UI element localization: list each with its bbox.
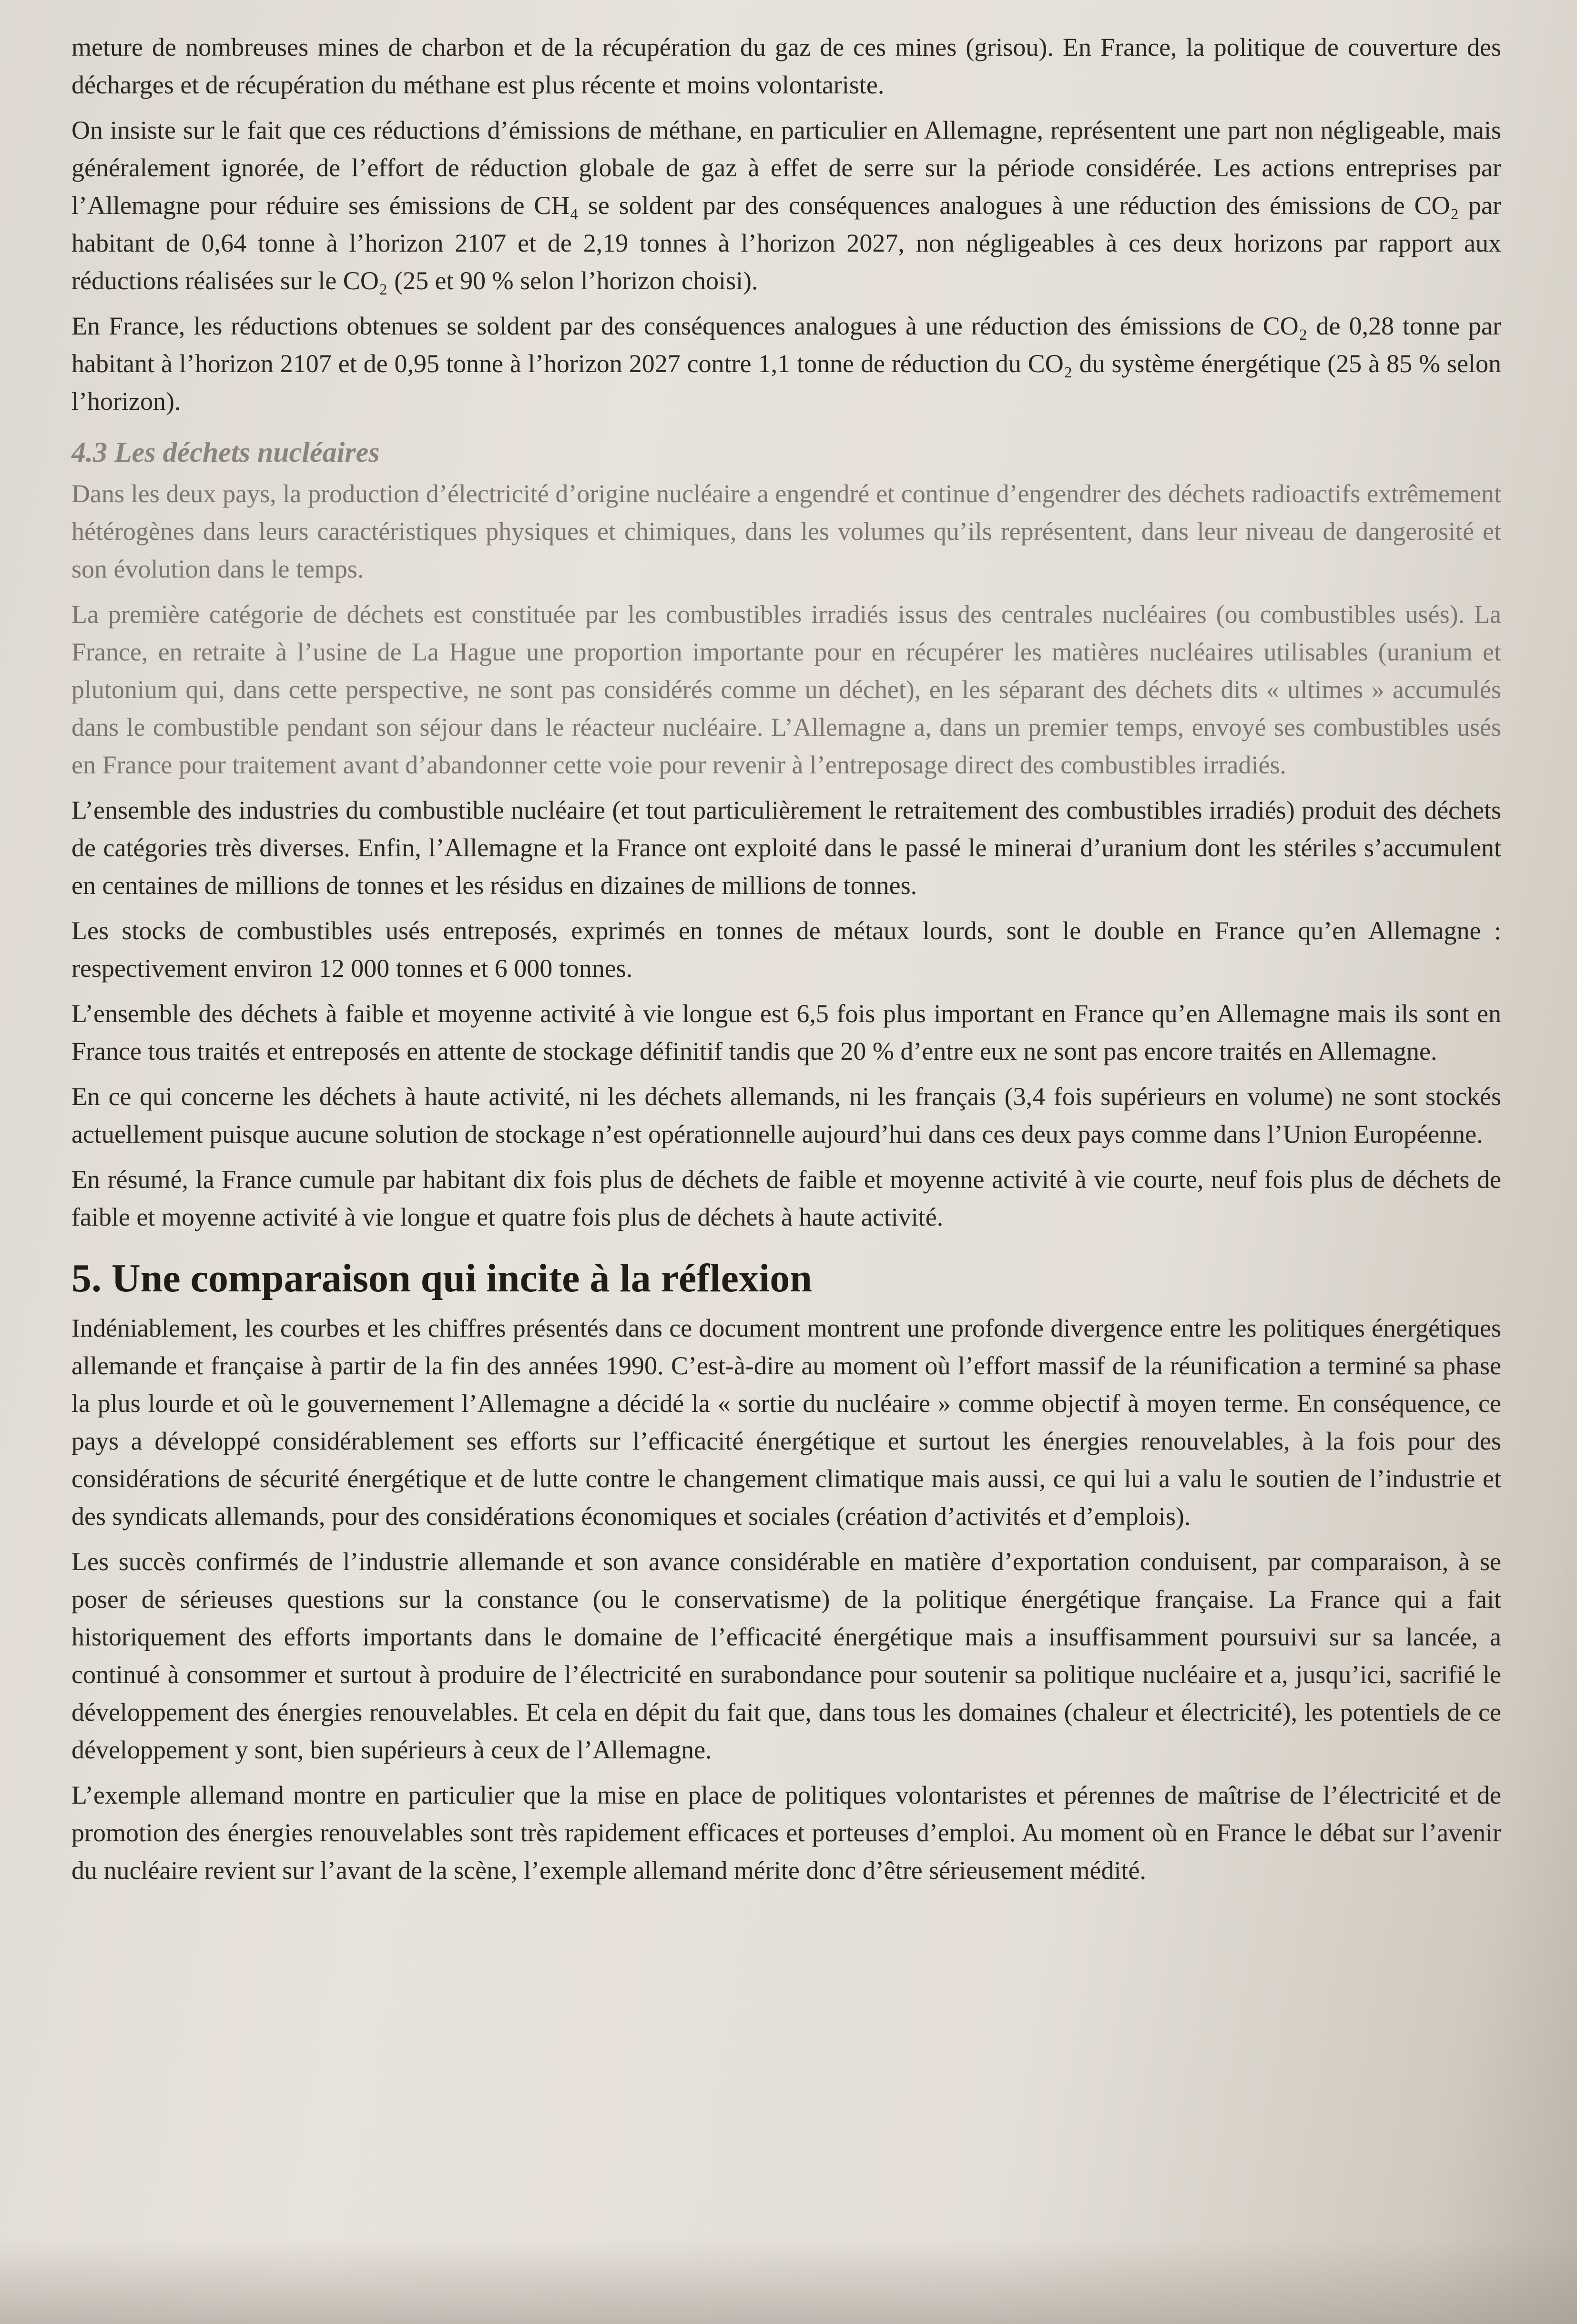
paragraph-long-life-waste: L’ensemble des déchets à faible et moyenne activité à vie longue est 6,5 fois plus important en France qu’en Allemagne mais ils sont en France tous traités et entreposés en attente de stockage définitif tandis que 20 % d’entre eux ne sont pas encore traités en Allemagne. (71, 999, 1501, 1066)
paragraph-spent-fuel: La première catégorie de déchets est constituée par les combustibles irradiés issus des centrales nucléaires (ou combustibles usés). La France, en retraite à l’usine de La Hague une proportion importante pour en récupérer les matières nucléaires utilisables (uranium et plutonium qui, dans cette perspective, ne sont pas considérés comme un déchet), en les séparant des déchets dits « ultimes » accumulés dans le combustible pendant son séjour dans le réacteur nucléaire. L’Allemagne a, dans un premier temps, envoyé ses combustibles usés en France pour traitement avant d’abandonner cette voie pour revenir à l’entreposage direct des combustibles irradiés. (71, 600, 1501, 779)
paragraph-continued: meture de nombreuses mines de charbon et de la récupération du gaz de ces mines (grisou). En France, la politique de couverture des décharges et de récupération du méthane est plus récente et moins volontariste. (71, 33, 1501, 99)
paragraph-fuel-industries: L’ensemble des industries du combustible nucléaire (et tout particulièrement le retraitement des combustibles irradiés) produit des déchets de catégories très diverses. Enfin, l’Allemagne et la France ont exploité dans le passé le minerai d’uranium dont les stériles s’accumulent en centaines de millions de tonnes et les résidus en dizaines de millions de tonnes. (71, 796, 1501, 900)
paragraph-nuclear-waste-intro: Dans les deux pays, la production d’électricité d’origine nucléaire a engendré et continue d’engendrer des déchets radioactifs extrêmement hétérogènes dans leurs caractéristiques physiques et chimiques, dans les volumes qu’ils représentent, dans leur niveau de dangerosité et son évolution dans le temps. (71, 479, 1501, 583)
paragraph-divergence: Indéniablement, les courbes et les chiffres présentés dans ce document montrent une profonde divergence entre les politiques énergétiques allemande et française à partir de la fin des années 1990. C’est-à-dire au moment où l’effort massif de la réunification a terminé sa phase la plus lourde et où le gouvernement l’Allemagne a décidé la « sortie du nucléaire » comme objectif à moyen terme. En conséquence, ce pays a développé considérablement ses efforts sur l’efficacité énergétique et surtout les énergies renouvelables, à la fois pour des considérations de sécurité énergétique et de lutte contre le changement climatique mais aussi, ce qui lui a valu le soutien de l’industrie et des syndicats allemands, pour des considérations économiques et sociales (création d’activités et d’emplois). (71, 1314, 1501, 1531)
paragraph-summary: En résumé, la France cumule par habitant dix fois plus de déchets de faible et moyenne activité à vie courte, neuf fois plus de déchets de faible et moyenne activité à vie longue et quatre fois plus de déchets à haute activité. (71, 1165, 1501, 1231)
text-column (71, 29, 1501, 1897)
paragraph-france-reduction: En France, les réductions obtenues se soldent par des conséquences analogues à une réduction des émissions de CO₂ de 0,28 tonne par habitant à l’horizon 2107 et de 0,95 tonne à l’horizon 2027 contre 1,1 tonne de réduction du CO₂ du système énergétique (25 à 85 % selon l’horizon). (71, 312, 1501, 416)
paragraph-german-example: L’exemple allemand montre en particulier que la mise en place de politiques volontaristes et pérennes de maîtrise de l’électricité et de promotion des énergies renouvelables sont très rapidement efficaces et porteuses d’emploi. Au moment où en France le débat sur l’avenir du nucléaire revient sur l’avant de la scène, l’exemple allemand mérite donc d’être sérieusement médité. (71, 1781, 1501, 1885)
paragraph-stocks: Les stocks de combustibles usés entreposés, exprimés en tonnes de métaux lourds, sont le double en France qu’en Allemagne : respectivement environ 12 000 tonnes et 6 000 tonnes. (71, 916, 1501, 983)
paragraph-methane: On insiste sur le fait que ces réductions d’émissions de méthane, en particulier en Allemagne, représentent une part non négligeable, mais généralement ignorée, de l’effort de réduction globale de gaz à effet de serre sur la période considérée. Les actions entreprises par l’Allemagne pour réduire ses émissions de CH₄ se soldent par des conséquences analogues à une réduction des émissions de CO₂ par habitant de 0,64 tonne à l’horizon 2107 et de 2,19 tonnes à l’horizon 2027, non négligeables à ces deux horizons par rapport aux réductions réalisées sur le CO₂ (25 et 90 % selon l’horizon choisi). (71, 116, 1501, 295)
paragraph-high-activity: En ce qui concerne les déchets à haute activité, ni les déchets allemands, ni les français (3,4 fois supérieurs en volume) ne sont stockés actuellement puisque aucune solution de stockage n’est opérationnelle aujourd’hui dans ces deux pays comme dans l’Union Européenne. (71, 1082, 1501, 1148)
subsection-title: 4.3 Les déchets nucléaires (71, 436, 380, 468)
section-title: 5. Une comparaison qui incite à la réflexion (71, 1256, 812, 1300)
page-bottom-shadow (0, 2240, 1577, 2324)
paragraph-german-success: Les succès confirmés de l’industrie allemande et son avance considérable en matière d’exportation conduisent, par comparaison, à se poser de sérieuses questions sur la constance (ou le conservatisme) de la politique énergétique française. La France qui a fait historiquement des efforts importants dans le domaine de l’efficacité énergétique mais a insuffisamment poursuivi sur sa lancée, a continué à consommer et surtout à produire de l’électricité en surabondance pour soutenir sa politique nucléaire et a, jusqu’ici, sacrifié le développement des énergies renouvelables. Et cela en dépit du fait que, dans tous les domaines (chaleur et électricité), les potentiels de ce développement y sont, bien supérieurs à ceux de l’Allemagne. (71, 1547, 1501, 1764)
